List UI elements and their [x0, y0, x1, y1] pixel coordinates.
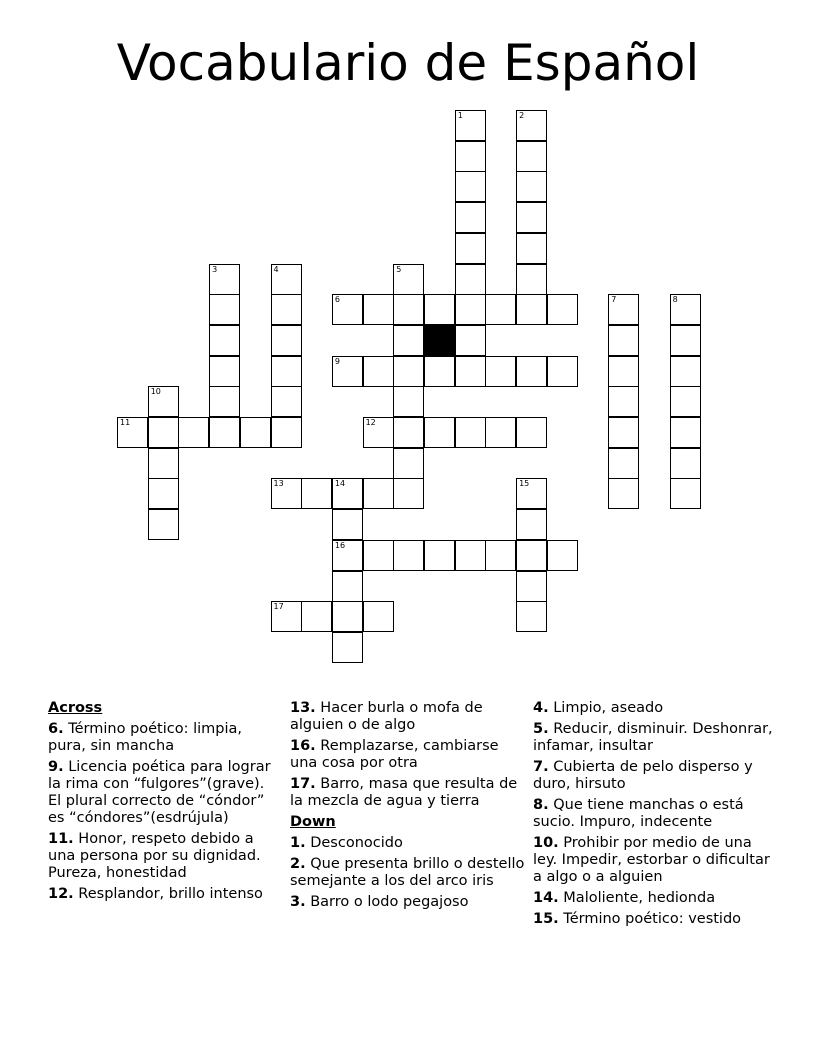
grid-cell[interactable] [516, 601, 547, 632]
grid-cell[interactable] [424, 356, 455, 387]
grid-cell[interactable] [670, 386, 701, 417]
grid-cell[interactable] [516, 202, 547, 233]
grid-cell[interactable] [516, 356, 547, 387]
clue-number: 11. [48, 831, 74, 847]
grid-cell[interactable] [271, 386, 302, 417]
grid-cell[interactable] [516, 417, 547, 448]
grid-cell[interactable] [332, 571, 363, 602]
cell-number: 12 [365, 418, 376, 427]
grid-cell[interactable] [332, 632, 363, 663]
clue-number: 7. [533, 759, 549, 775]
clue-across [290, 700, 526, 734]
clue-text: Prohibir por medio de una ley. Impedir, estorbar o dificultar a algo o a alguien [533, 835, 770, 885]
cell-number: 16 [334, 540, 346, 550]
clue-number: 10. [533, 835, 559, 851]
grid-cell[interactable] [516, 294, 547, 325]
clue-number: 8. [533, 797, 549, 813]
black-cell [424, 325, 455, 356]
grid-cell[interactable] [393, 540, 424, 571]
grid-cell[interactable] [516, 141, 547, 172]
grid-cell[interactable] [608, 325, 639, 356]
clue-number: 12. [48, 886, 74, 902]
grid-cell[interactable] [516, 233, 547, 264]
grid-cell[interactable] [455, 202, 486, 233]
grid-cell[interactable] [332, 601, 363, 632]
grid-cell[interactable] [332, 294, 363, 325]
grid-cell[interactable] [608, 417, 639, 448]
clue-column-2 [290, 700, 526, 915]
clue-text: Hacer burla o mofa de alguien o de algo [290, 700, 483, 733]
grid-cell[interactable] [393, 417, 424, 448]
grid-cell[interactable] [608, 478, 639, 509]
grid-cell[interactable] [117, 417, 148, 448]
clue-down [533, 911, 773, 928]
grid-cell[interactable] [363, 478, 394, 509]
cell-number: 9 [334, 356, 340, 366]
clue-number: 5. [533, 721, 549, 737]
clue-down [533, 700, 773, 717]
grid-cell[interactable] [670, 448, 701, 479]
grid-cell[interactable] [455, 540, 486, 571]
grid-cell[interactable] [271, 294, 302, 325]
across-heading: Across [48, 700, 103, 716]
grid-cell[interactable] [148, 509, 179, 540]
grid-cell[interactable] [178, 417, 209, 448]
grid-cell[interactable] [485, 417, 516, 448]
grid-cell[interactable] [363, 294, 394, 325]
grid-cell[interactable] [332, 509, 363, 540]
clue-number: 14. [533, 890, 559, 906]
clue-number: 1. [290, 835, 306, 851]
clue-text: Cubierta de pelo disperso y duro, hirsuto [533, 759, 753, 792]
grid-cell[interactable] [670, 294, 701, 325]
grid-cell[interactable] [393, 264, 424, 295]
grid-cell[interactable] [516, 110, 547, 141]
grid-cell[interactable] [485, 540, 516, 571]
grid-cell[interactable] [455, 110, 486, 141]
grid-cell[interactable] [455, 233, 486, 264]
clue-across [48, 831, 278, 882]
clue-text: Honor, respeto debido a una persona por su dignidad. Pureza, honestidad [48, 831, 261, 881]
grid-cell[interactable] [516, 264, 547, 295]
grid-cell[interactable] [209, 417, 240, 448]
grid-cell[interactable] [547, 356, 578, 387]
clue-text: Licencia poética para lograr la rima con “fulgores”(grave). El plural correcto de “cóndor” es “cóndores”(esdrújula) [48, 759, 271, 826]
clue-across [290, 738, 526, 772]
down-clues-1 [290, 835, 526, 911]
grid-cell[interactable] [670, 325, 701, 356]
cell-number: 2 [519, 111, 525, 120]
clue-across [290, 776, 526, 810]
grid-cell[interactable] [240, 417, 271, 448]
clue-number: 4. [533, 700, 549, 716]
clue-across [48, 886, 278, 903]
grid-cell[interactable] [516, 171, 547, 202]
clue-text: Limpio, aseado [548, 700, 664, 716]
down-heading: Down [290, 814, 336, 830]
cell-number: 1 [457, 111, 463, 120]
grid-cell[interactable] [608, 356, 639, 387]
cell-number: 3 [212, 264, 218, 274]
grid-cell[interactable] [301, 478, 332, 509]
cell-number: 11 [120, 418, 131, 427]
grid-cell[interactable] [271, 478, 302, 509]
grid-cell[interactable] [209, 264, 240, 295]
clue-text: Que presenta brillo o destello semejante a los del arco iris [290, 856, 525, 889]
clue-down [533, 835, 773, 886]
grid-cell[interactable] [516, 540, 547, 571]
clue-number: 17. [290, 776, 316, 792]
cell-number: 6 [334, 295, 340, 305]
across-clues-2 [290, 700, 526, 810]
grid-cell[interactable] [547, 540, 578, 571]
across-clues-1 [48, 721, 278, 903]
grid-cell[interactable] [332, 540, 363, 571]
cell-number: 10 [150, 387, 161, 397]
grid-cell[interactable] [271, 417, 302, 448]
grid-cell[interactable] [393, 448, 424, 479]
clue-text: Término poético: vestido [558, 911, 742, 927]
grid-cell[interactable] [455, 294, 486, 325]
grid-cell[interactable] [424, 417, 455, 448]
clue-down [533, 797, 773, 831]
grid-cell[interactable] [455, 171, 486, 202]
clue-text: Barro, masa que resulta de la mezcla de agua y tierra [290, 776, 518, 809]
grid-cell[interactable] [670, 478, 701, 509]
grid-cell[interactable] [332, 356, 363, 387]
clue-down [290, 894, 526, 911]
grid-cell[interactable] [363, 356, 394, 387]
clue-number: 6. [48, 721, 64, 737]
clue-text: Desconocido [305, 835, 403, 851]
cell-number: 7 [611, 295, 617, 305]
grid-cell[interactable] [516, 571, 547, 602]
cell-number: 4 [273, 264, 279, 274]
clue-text: Resplandor, brillo intenso [73, 886, 263, 902]
clue-down [533, 759, 773, 793]
grid-cell[interactable] [393, 386, 424, 417]
grid-cell[interactable] [670, 356, 701, 387]
clue-down [533, 890, 773, 907]
clue-text: Término poético: limpia, pura, sin mancha [48, 721, 243, 754]
grid-cell[interactable] [271, 325, 302, 356]
clue-down [533, 721, 773, 755]
clue-down [290, 835, 526, 852]
grid-cell[interactable] [608, 386, 639, 417]
grid-cell[interactable] [209, 325, 240, 356]
grid-cell[interactable] [209, 294, 240, 325]
grid-cell[interactable] [271, 264, 302, 295]
grid-cell[interactable] [271, 601, 302, 632]
grid-cell[interactable] [608, 294, 639, 325]
cell-number: 13 [273, 479, 284, 489]
clue-number: 3. [290, 894, 306, 910]
clue-text: Remplazarse, cambiarse una cosa por otra [290, 738, 499, 771]
clue-number: 13. [290, 700, 316, 716]
clue-across [48, 759, 278, 827]
clue-across [48, 721, 278, 755]
grid-cell[interactable] [332, 478, 363, 509]
grid-cell[interactable] [393, 325, 424, 356]
grid-cell[interactable] [209, 356, 240, 387]
page-title: Vocabulario de Español [116, 34, 700, 92]
grid-cell[interactable] [148, 386, 179, 417]
clue-number: 9. [48, 759, 64, 775]
grid-cell[interactable] [363, 417, 394, 448]
grid-cell[interactable] [455, 356, 486, 387]
cell-number: 8 [672, 295, 678, 305]
grid-cell[interactable] [393, 294, 424, 325]
clue-number: 16. [290, 738, 316, 754]
clue-text: Maloliente, hedionda [558, 890, 716, 906]
clue-column-1 [48, 700, 278, 907]
grid-cell[interactable] [148, 448, 179, 479]
grid-cell[interactable] [363, 540, 394, 571]
clue-text: Reducir, disminuir. Deshonrar, infamar, insultar [533, 721, 773, 754]
grid-cell[interactable] [148, 417, 179, 448]
grid-cell[interactable] [516, 509, 547, 540]
grid-cell[interactable] [455, 264, 486, 295]
grid-cell[interactable] [301, 601, 332, 632]
cell-number: 15 [519, 479, 530, 489]
grid-cell[interactable] [485, 294, 516, 325]
grid-cell[interactable] [271, 356, 302, 387]
clue-number: 2. [290, 856, 306, 872]
grid-cell[interactable] [455, 325, 486, 356]
grid-cell[interactable] [209, 386, 240, 417]
grid-cell[interactable] [455, 141, 486, 172]
clue-text: Que tiene manchas o está sucio. Impuro, indecente [533, 797, 744, 830]
cell-number: 5 [396, 264, 402, 274]
cell-number: 14 [334, 479, 346, 489]
grid-cell[interactable] [393, 356, 424, 387]
grid-cell[interactable] [547, 294, 578, 325]
clue-text: Barro o lodo pegajoso [305, 894, 469, 910]
clue-column-3 [533, 700, 773, 932]
grid-cell[interactable] [516, 478, 547, 509]
grid-cell[interactable] [485, 356, 516, 387]
cell-number: 17 [273, 602, 284, 612]
grid-cell[interactable] [393, 478, 424, 509]
grid-cell[interactable] [455, 417, 486, 448]
grid-cell[interactable] [148, 478, 179, 509]
grid-cell[interactable] [424, 294, 455, 325]
clue-down [290, 856, 526, 890]
clue-number: 15. [533, 911, 559, 927]
grid-cell[interactable] [670, 417, 701, 448]
grid-cell[interactable] [424, 540, 455, 571]
grid-cell[interactable] [608, 448, 639, 479]
down-clues-2 [533, 700, 773, 928]
grid-cell[interactable] [363, 601, 394, 632]
